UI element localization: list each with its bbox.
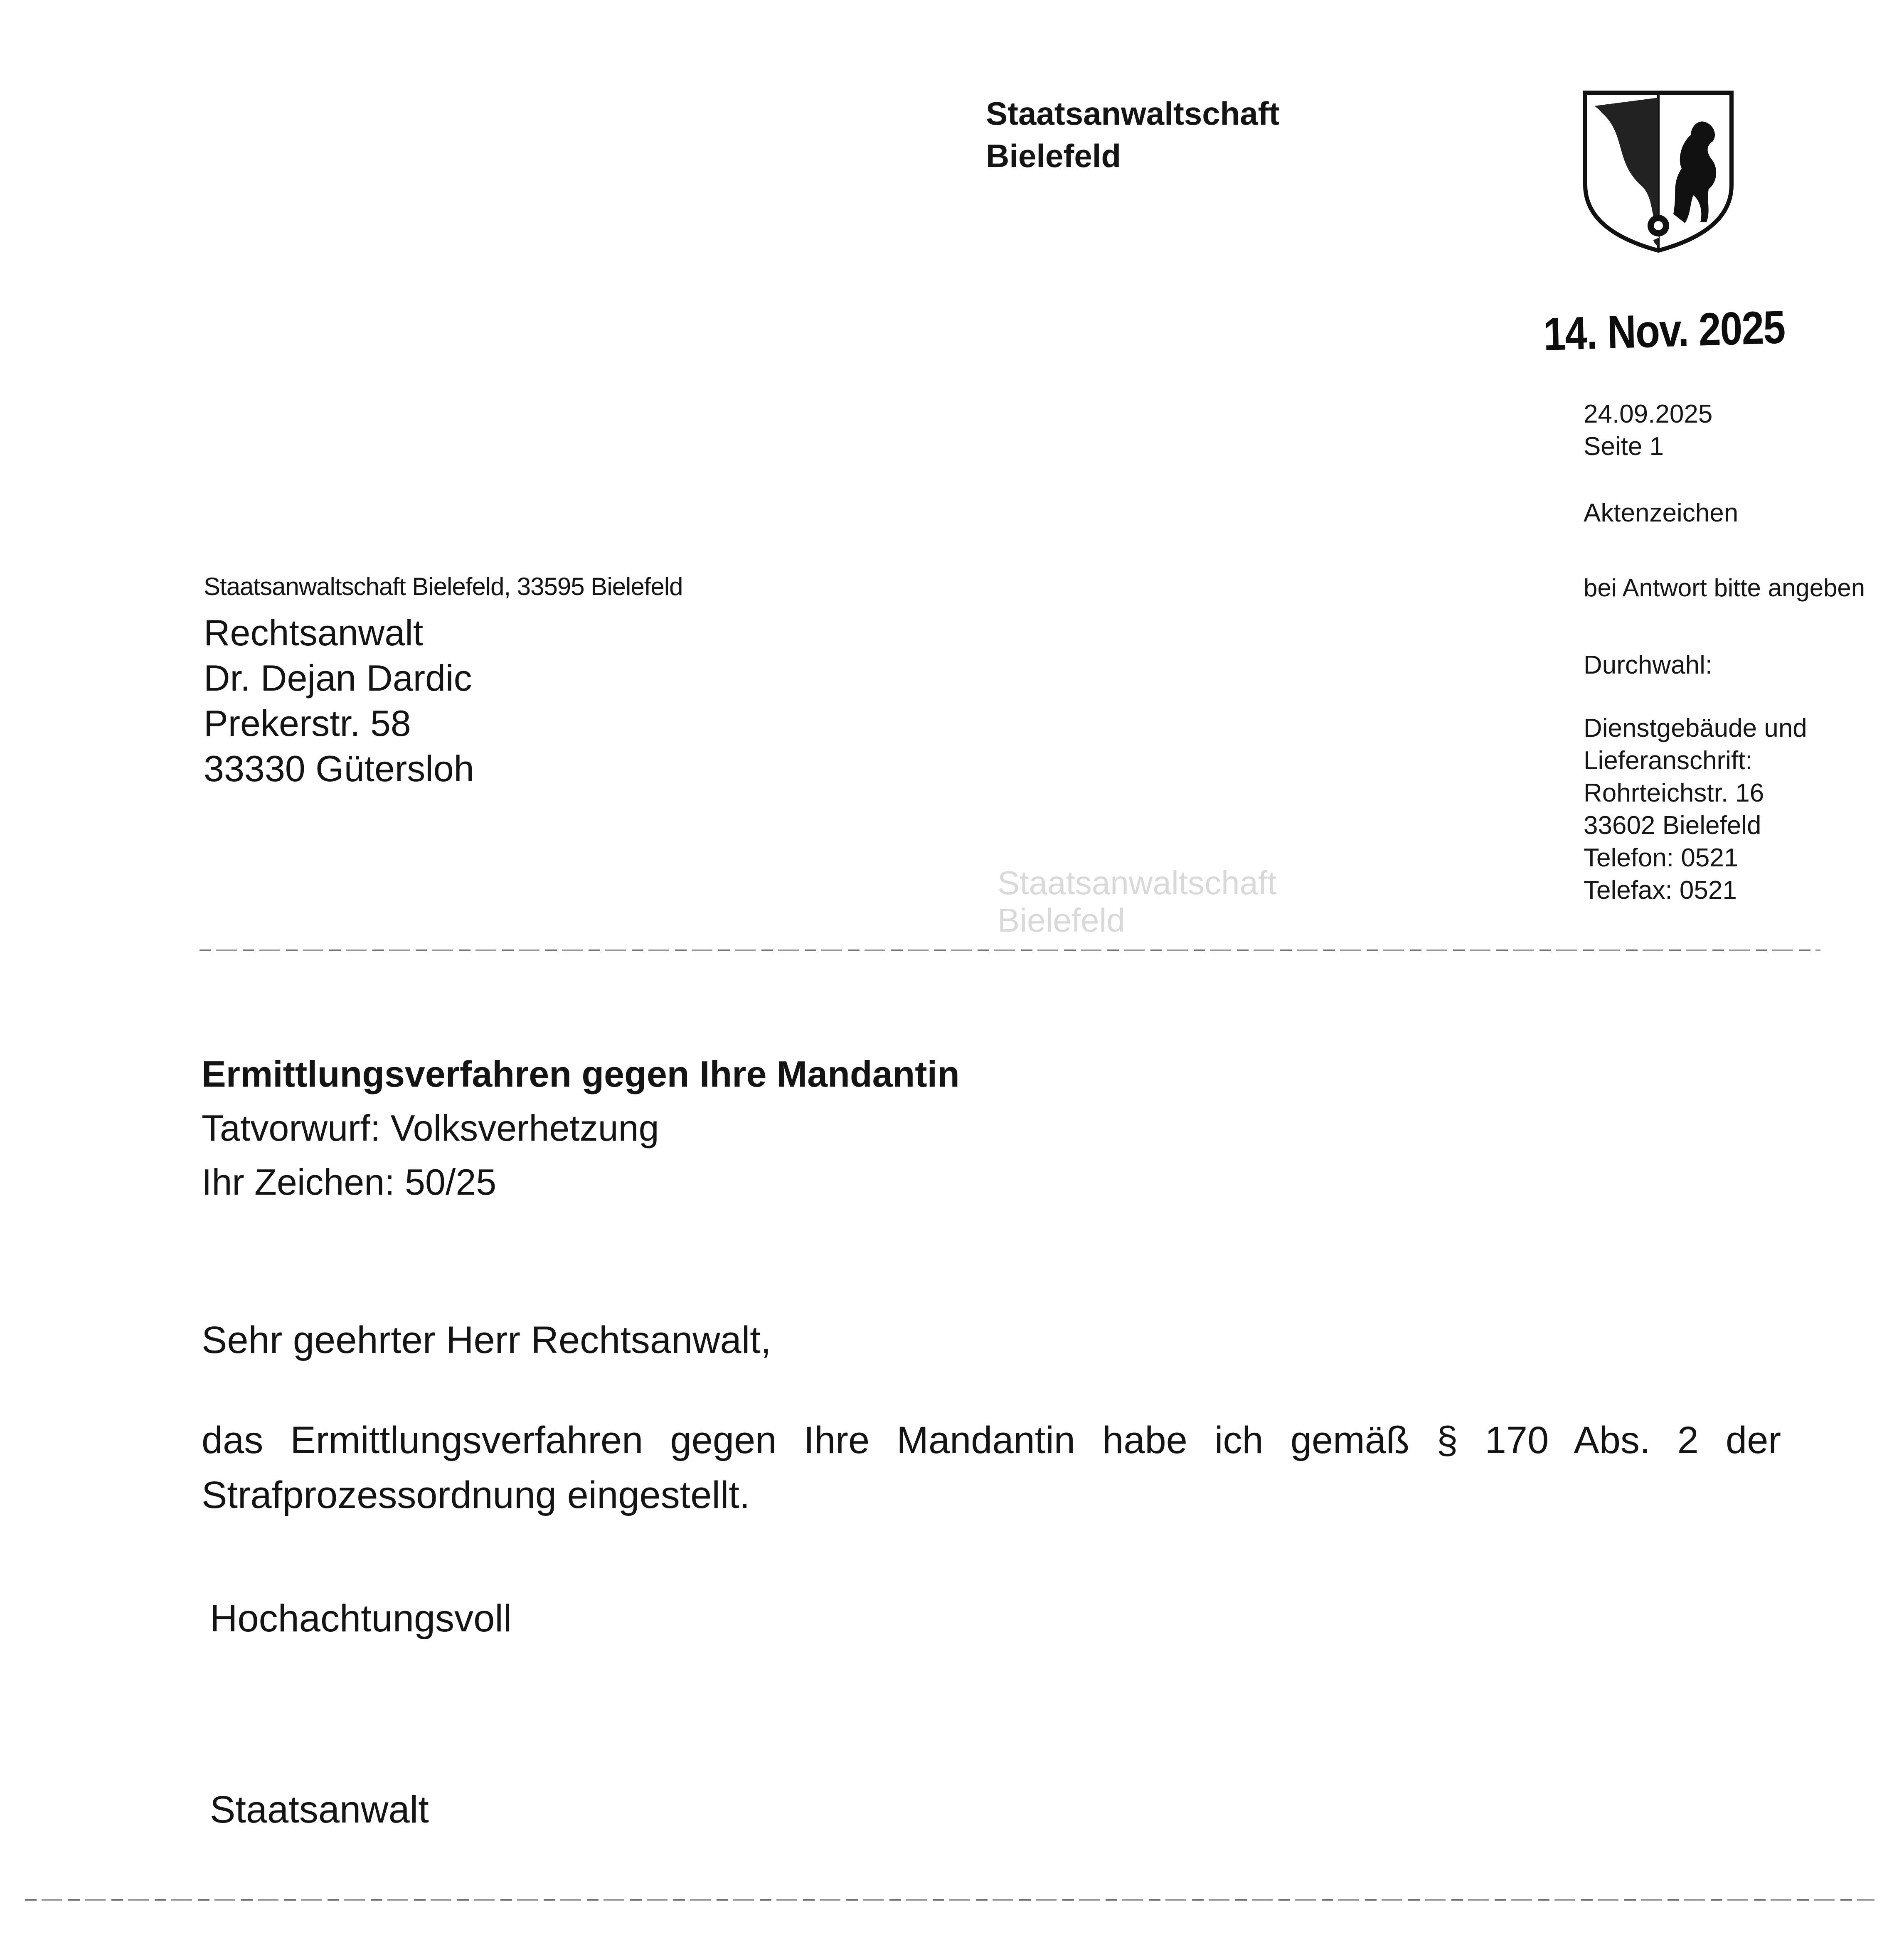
salutation: Sehr geehrter Herr Rechtsanwalt, <box>202 1319 771 1361</box>
address-label-2: Lieferanschrift: <box>1584 746 1753 775</box>
sender-return-line: Staatsanwaltschaft Bielefeld, 33595 Bielefeld <box>204 573 683 600</box>
subject-title: Ermittlungsverfahren gegen Ihre Mandantin <box>202 1053 960 1095</box>
recipient-line: Dr. Dejan Dardic <box>204 657 472 699</box>
office-city: 33602 Bielefeld <box>1584 811 1761 840</box>
reply-hint: bei Antwort bitte angeben <box>1584 574 1865 602</box>
office-phone: Telefon: 0521 <box>1584 844 1739 872</box>
authority-line-2: Bielefeld <box>986 138 1121 174</box>
recipient-line: 33330 Gütersloh <box>204 748 474 789</box>
show-through-artifact: Staatsanwaltschaft Bielefeld <box>998 864 1277 939</box>
authority-name <box>986 92 1280 177</box>
office-street: Rohrteichstr. 16 <box>1584 779 1764 807</box>
page-number: Seite 1 <box>1584 432 1664 461</box>
office-fax: Telefax: 0521 <box>1584 876 1737 905</box>
address-label-1: Dienstgebäude und <box>1584 714 1807 743</box>
recipient-address <box>204 610 474 791</box>
scan-rule-line <box>25 1899 1874 1901</box>
subject-reference: Ihr Zeichen: 50/25 <box>202 1161 497 1203</box>
recipient-line: Rechtsanwalt <box>204 612 424 653</box>
body-paragraph: das Ermittlungsverfahren gegen Ihre Mandantin habe ich gemäß § 170 Abs. 2 der Strafprozessordnung eingestellt. <box>202 1419 1781 1516</box>
extension-label: Durchwahl: <box>1584 651 1713 679</box>
signature-title: Staatsanwalt <box>210 1788 429 1831</box>
scan-rule-line <box>200 949 1820 951</box>
authority-line-1: Staatsanwaltschaft <box>986 95 1280 132</box>
received-stamp: 14. Nov. 2025 <box>1543 301 1786 360</box>
file-reference-label: Aktenzeichen <box>1584 499 1739 527</box>
subject-charge: Tatvorwurf: Volksverhetzung <box>202 1107 659 1149</box>
closing-phrase: Hochachtungsvoll <box>210 1597 512 1640</box>
info-date-block <box>1584 398 1712 463</box>
recipient-line: Prekerstr. 58 <box>204 703 411 744</box>
letter-date: 24.09.2025 <box>1584 400 1713 428</box>
coat-of-arms-icon <box>1582 89 1735 253</box>
subject-block <box>202 1047 960 1209</box>
office-address-block <box>1584 712 1807 907</box>
